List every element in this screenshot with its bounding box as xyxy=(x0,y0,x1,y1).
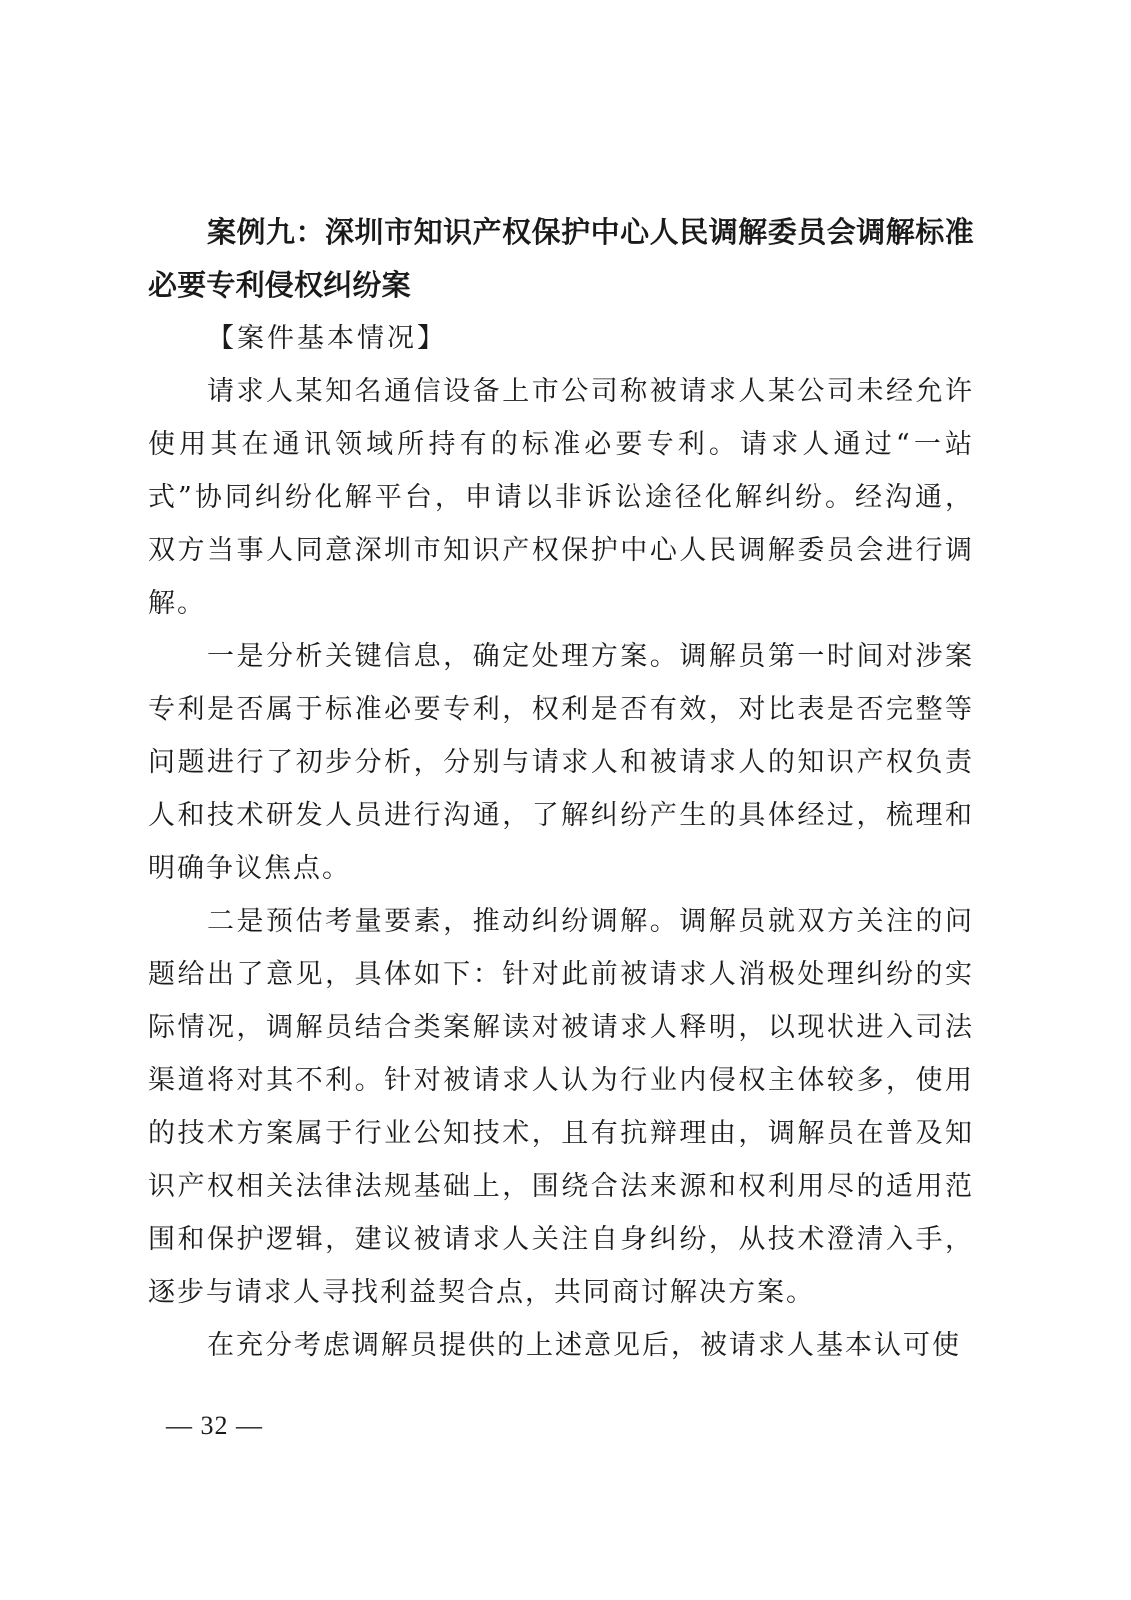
paragraph-step-two: 二是预估考量要素，推动纠纷调解。调解员就双方关注的问题给出了意见，具体如下：针对此前被请求人消极处理纠纷的实际情况，调解员结合类案解读对被请求人释明，以现状进入司法渠道将对其不利。针对被请求人认为行业内侵权主体较多，使用的技术方案属于行业公知技术，且有抗辩理由，调解员在普及知识产权相关法律法规基础上，围绕合法来源和权利用尽的适用范围和保护逻辑，建议被请求人关注自身纠纷，从技术澄清入手，逐步与请求人寻找利益契合点，共同商讨解决方案。 xyxy=(148,906,974,1308)
paragraph-conclusion-start: 在充分考虑调解员提供的上述意见后，被请求人基本认可使 xyxy=(207,1330,961,1361)
paragraph-case-background: 请求人某知名通信设备上市公司称被请求人某公司未经允许使用其在通讯领域所持有的标准必要专利。请求人通过“一站式”协同纠纷化解平台，申请以非诉讼途径化解纠纷。经沟通，双方当事人同意深圳市知识产权保护中心人民调解委员会进行调解。 xyxy=(148,376,974,619)
paragraph-step-one: 一是分析关键信息，确定处理方案。调解员第一时间对涉案专利是否属于标准必要专利，权利是否有效，对比表是否完整等问题进行了初步分析，分别与请求人和被请求人的知识产权负责人和技术研发人员进行沟通，了解纠纷产生的具体经过，梳理和明确争议焦点。 xyxy=(148,641,974,884)
page-number: — 32 — xyxy=(166,1411,263,1440)
document-body xyxy=(148,206,974,1372)
section-heading-basic-facts: 【案件基本情况】 xyxy=(207,323,447,354)
case-title: 案例九：深圳市知识产权保护中心人民调解委员会调解标准必要专利侵权纠纷案 xyxy=(148,215,974,302)
